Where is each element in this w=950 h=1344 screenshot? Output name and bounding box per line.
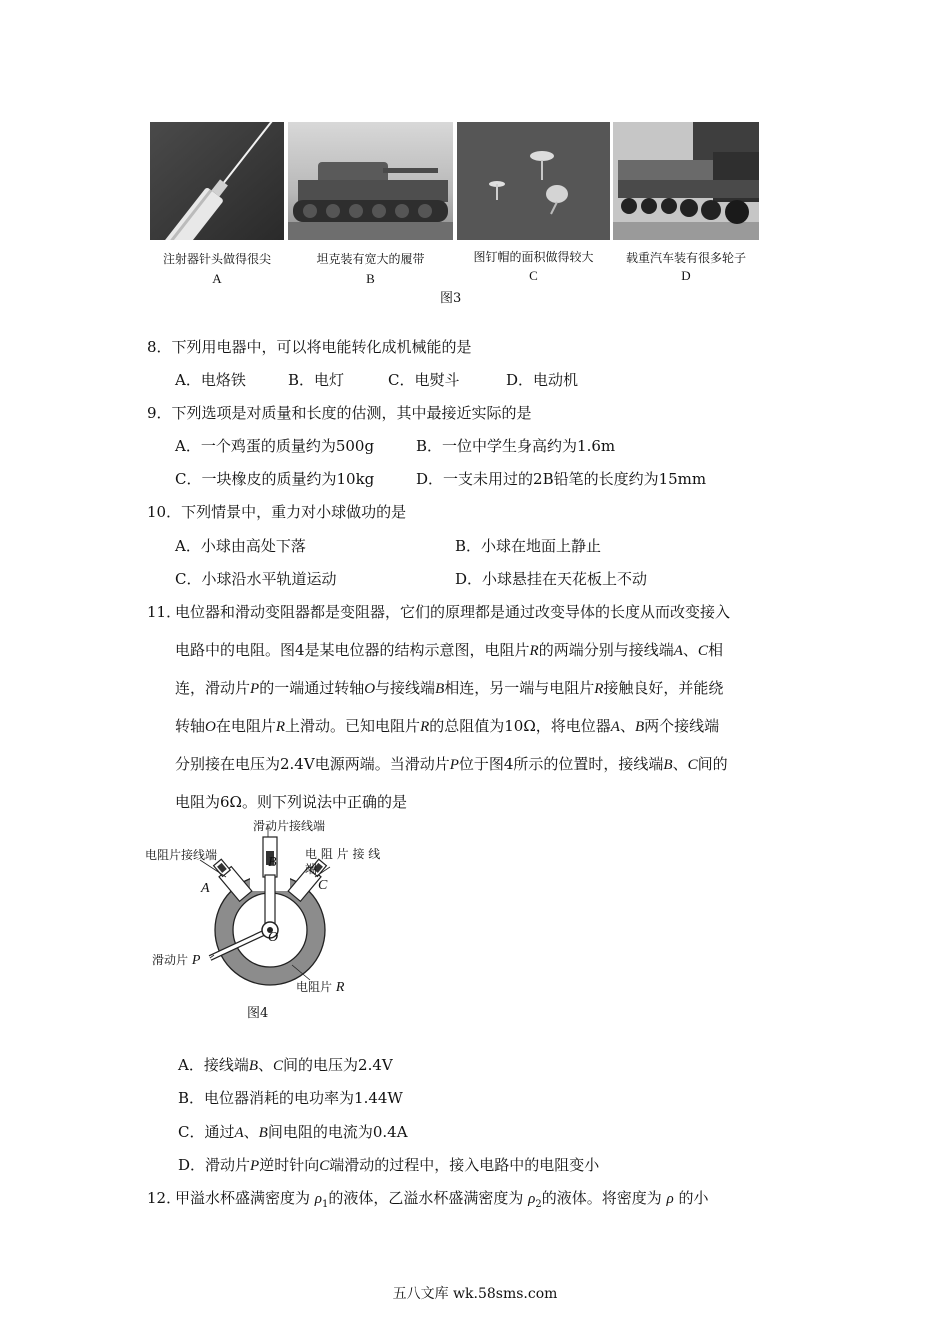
- label-o: O: [268, 930, 279, 945]
- caption-b: 坦克装有宽大的履带: [316, 252, 425, 266]
- q8-stem: 8．下列用电器中，可以将电能转化成机械能的是: [147, 338, 472, 356]
- q9-option-d: D．一支未用过的2B铅笔的长度约为15mm: [416, 470, 707, 488]
- q8-option-d: D．电动机: [506, 371, 579, 389]
- q11-line-5: 分别接在电压为2.4V电源两端。当滑动片P位于图4所示的位置时，接线端B、C间的: [175, 755, 728, 773]
- letter-c: C: [529, 268, 538, 283]
- letter-d: D: [681, 268, 691, 283]
- q11-line-2: 电路中的电阻。图4是某电位器的结构示意图，电阻片R的两端分别与接线端A、C相: [175, 641, 723, 659]
- q10-option-d: D．小球悬挂在天花板上不动: [455, 570, 648, 588]
- caption-a: 注射器针头做得很尖: [162, 252, 271, 266]
- letter-a: A: [212, 271, 222, 286]
- q12-number: 12．: [147, 1189, 182, 1207]
- q11-line-1: 电位器和滑动变阻器都是变阻器，它们的原理都是通过改变导体的长度从而改变接入: [175, 603, 731, 621]
- label-a: A: [201, 881, 210, 896]
- q8-option-a: A．电烙铁: [175, 371, 246, 389]
- q10-option-a: A．小球由高处下落: [175, 537, 306, 555]
- q11-number: 11．: [147, 603, 182, 621]
- label-slider-terminal: 滑动片接线端: [253, 819, 326, 833]
- q12-line-1: 甲溢水杯盛满密度为 $\rho_1$的液体，乙溢水杯盛满密度为 $\rho_2$的液体。将密度为 ρ 的小: [175, 1189, 709, 1210]
- q11-line-6: 电阻为6Ω。则下列说法中正确的是: [175, 793, 407, 811]
- q11-line-4: 转轴O在电阻片R上滑动。已知电阻片R的总阻值为10Ω，将电位器A、B两个接线端: [175, 717, 720, 735]
- potentiometer-diagram: [180, 815, 370, 995]
- q11-option-a: A．接线端B、C间的电压为2.4V: [178, 1056, 393, 1074]
- photo-thumbtacks: [457, 122, 610, 240]
- q9-stem: 9．下列选项是对质量和长度的估测，其中最接近实际的是: [147, 404, 532, 422]
- caption-d: 载重汽车装有很多轮子: [625, 251, 746, 265]
- q9-option-a: A．一个鸡蛋的质量约为500g: [175, 437, 375, 455]
- q8-option-c: C．电熨斗: [388, 371, 460, 389]
- photo-trucks: [613, 122, 759, 240]
- label-resistor: 电阻片 R: [296, 980, 345, 995]
- trucks-image: [613, 122, 759, 240]
- figure-4-label: 图4: [247, 1006, 269, 1021]
- q11-option-b: B．电位器消耗的电功率为1.44W: [178, 1089, 403, 1107]
- syringe-image: [150, 122, 284, 240]
- label-b: B: [268, 855, 277, 870]
- figure-3-label: 图3: [440, 291, 462, 306]
- thumbtacks-image: [457, 122, 610, 240]
- q10-option-b: B．小球在地面上静止: [455, 537, 602, 555]
- label-resistor-terminal-left: 电阻片接线端: [145, 848, 218, 862]
- label-resistor-terminal-right: 电 阻 片 接 线: [305, 847, 381, 861]
- terminal-b: [263, 837, 277, 927]
- q11-option-d: D．滑动片P逆时针向C端滑动的过程中，接入电路中的电阻变小: [178, 1156, 600, 1174]
- label-c: C: [318, 878, 328, 893]
- photo-syringe: [150, 122, 284, 240]
- label-resistor-terminal-right-2: 端: [305, 862, 318, 876]
- letter-b: B: [366, 271, 375, 286]
- q10-stem: 10．下列情景中，重力对小球做功的是: [147, 503, 407, 521]
- label-slider: 滑动片 P: [152, 953, 201, 968]
- q9-option-c: C．一块橡皮的质量约为10kg: [175, 470, 375, 488]
- q11-option-c: C．通过A、B间电阻的电流为0.4A: [178, 1123, 408, 1141]
- footer-watermark: 五八文库 wk.58sms.com: [392, 1286, 558, 1302]
- caption-c: 图钉帽的面积做得较大: [473, 250, 594, 264]
- photo-tank: [288, 122, 453, 240]
- q11-line-3: 连，滑动片P的一端通过转轴O与接线端B相连，另一端与电阻片R接触良好，并能绕: [175, 679, 724, 697]
- q9-option-b: B．一位中学生身高约为1.6m: [416, 437, 616, 455]
- q8-option-b: B．电灯: [288, 371, 345, 389]
- q10-option-c: C．小球沿水平轨道运动: [175, 570, 337, 588]
- tank-image: [288, 122, 453, 240]
